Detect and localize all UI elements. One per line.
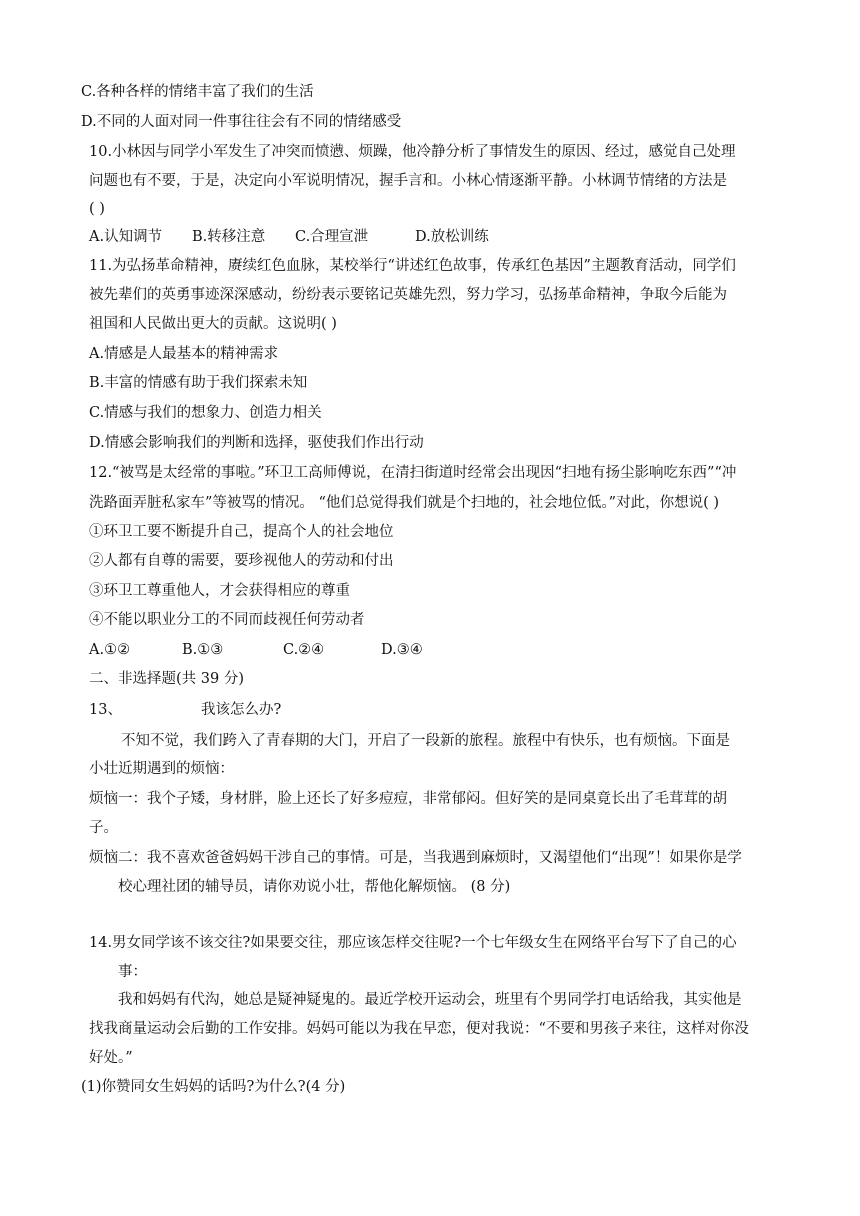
q12-statement-2: ②人都有自尊的需要，要珍视他人的劳动和付出 bbox=[89, 553, 394, 569]
q10-option-c: C.合理宣泄 bbox=[295, 229, 369, 245]
q10-stem-line1: 10.小林因与同学小军发生了冲突而愤懑、烦躁，他冷静分析了事情发生的原因、经过，感觉自己处理 bbox=[89, 144, 736, 160]
q11-option-a: A.情感是人最基本的精神需求 bbox=[89, 346, 279, 362]
q10-option-a: A.认知调节 bbox=[89, 229, 163, 245]
section-title: 二、非选择题(共 39 分) bbox=[89, 671, 244, 687]
q10-answer-blank: ( ) bbox=[89, 201, 105, 217]
q14-subquestion-1: (1)你赞同女生妈妈的话吗?为什么?(4 分) bbox=[81, 1079, 346, 1095]
q9-option-c: C.各种各样的情绪丰富了我们的生活 bbox=[81, 84, 314, 100]
q10-option-d: D.放松训练 bbox=[415, 229, 489, 245]
q11-stem-line3: 祖国和人民做出更大的贡献。这说明( ) bbox=[89, 316, 337, 332]
q12-options bbox=[89, 640, 423, 660]
q12-option-d: D.③④ bbox=[381, 642, 423, 658]
q12-stem-line2: 洗路面弄脏私家车”等被骂的情况。 “他们总觉得我们就是个扫地的，社会地位低。”对此，你想说( ) bbox=[89, 495, 720, 511]
q10-options bbox=[89, 227, 489, 247]
q13-intro-line1: 不知不觉，我们跨入了青春期的大门，开启了一段新的旅程。旅程中有快乐，也有烦恼。下面是 bbox=[121, 733, 730, 749]
q12-option-c: C.②④ bbox=[283, 642, 325, 658]
q12-option-a: A.①② bbox=[89, 642, 131, 658]
q11-stem-line2: 被先辈们的英勇事迹深深感动，纷纷表示要铭记英雄先烈，努力学习，弘扬革命精神，争取今后能为 bbox=[89, 287, 727, 303]
q12-stem-line1: 12.“被骂是太经常的事啦。”环卫工高师傅说，在清扫街道时经常会出现因“扫地有扬尘影响吃东西”“冲 bbox=[89, 465, 737, 481]
q11-stem-line1: 11.为弘扬革命精神，赓续红色血脉，某校举行“讲述红色故事，传承红色基因”主题教育活动，同学们 bbox=[89, 258, 736, 274]
q14-story-line1: 我和妈妈有代沟，她总是疑神疑鬼的。最近学校开运动会，班里有个男同学打电话给我，其实他是 bbox=[118, 992, 742, 1008]
q11-option-b: B.丰富的情感有助于我们探索未知 bbox=[89, 375, 308, 391]
q13-trouble2-line2: 校心理社团的辅导员，请你劝说小壮，帮他化解烦恼。 (8 分) bbox=[118, 879, 511, 895]
q13-title: 我该怎么办? bbox=[201, 702, 282, 718]
q13-trouble1-line2: 子。 bbox=[89, 820, 118, 836]
q14-stem-line1: 14.男女同学该不该交往?如果要交往，那应该怎样交往呢?一个七年级女生在网络平台写下了自己的心 bbox=[89, 935, 737, 951]
q12-statement-4: ④不能以职业分工的不同而歧视任何劳动者 bbox=[89, 612, 365, 628]
q9-option-d: D.不同的人面对同一件事往往会有不同的情绪感受 bbox=[81, 114, 402, 130]
q13-trouble2-line1: 烦恼二：我不喜欢爸爸妈妈干涉自己的事情。可是，当我遇到麻烦时，又渴望他们“出现”！如果你是学 bbox=[89, 850, 742, 866]
q14-stem-line2: 事： bbox=[118, 964, 147, 980]
q13-number: 13、 bbox=[89, 702, 122, 718]
q12-statement-1: ①环卫工要不断提升自己，提高个人的社会地位 bbox=[89, 524, 394, 540]
q12-statement-3: ③环卫工尊重他人，才会获得相应的尊重 bbox=[89, 583, 350, 599]
q10-stem-line2: 问题也有不要，于是，决定向小军说明情况，握手言和。小林心情逐渐平静。小林调节情绪的方法是 bbox=[89, 173, 727, 189]
q14-story-line3: 好处。” bbox=[89, 1050, 133, 1066]
q11-option-d: D.情感会影响我们的判断和选择，驱使我们作出行动 bbox=[89, 435, 424, 451]
q10-option-b: B.转移注意 bbox=[192, 229, 266, 245]
q13-intro-line2: 小壮近期遇到的烦恼： bbox=[89, 761, 234, 777]
q14-story-line2: 找我商量运动会后勤的工作安排。妈妈可能以为我在早恋，便对我说：“不要和男孩子来往，这样对你没 bbox=[89, 1021, 749, 1037]
q12-option-b: B.①③ bbox=[182, 642, 224, 658]
q13-trouble1-line1: 烦恼一：我个子矮，身材胖，脸上还长了好多痘痘，非常郁闷。但好笑的是同桌竟长出了毛茸茸的胡 bbox=[89, 791, 727, 807]
q11-option-c: C.情感与我们的想象力、创造力相关 bbox=[89, 405, 322, 421]
